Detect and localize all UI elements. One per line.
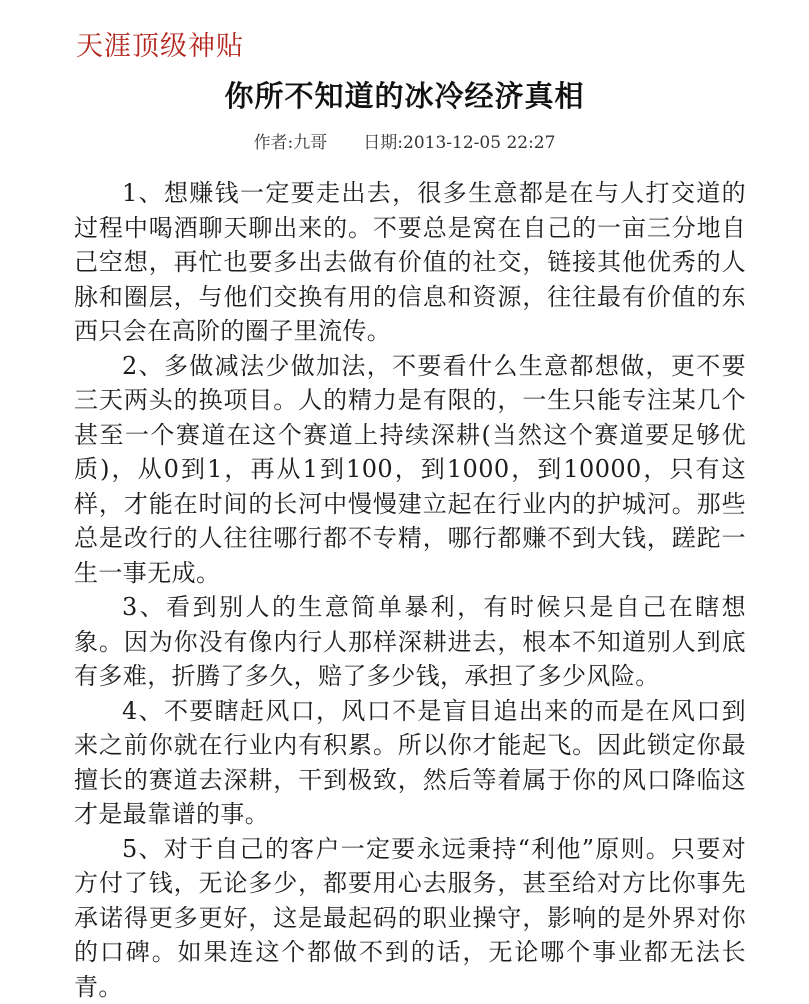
paragraph-3: 3、看到别人的生意简单暴利，有时候只是自己在瞎想象。因为你没有像内行人那样深耕进去，根本不知道别人到底有多难，折腾了多久，赔了多少钱，承担了多少风险。 [74, 590, 746, 694]
paragraph-4: 4、不要瞎赶风口，风口不是盲目追出来的而是在风口到来之前你就在行业内有积累。所以你才能起飞。因此锁定你最擅长的赛道去深耕，干到极致，然后等着属于你的风口降临这才是最靠谱的事。 [74, 694, 746, 832]
article-body [74, 176, 746, 1004]
article-meta [0, 128, 809, 153]
paragraph-1: 1、想赚钱一定要走出去，很多生意都是在与人打交道的过程中喝酒聊天聊出来的。不要总是窝在自己的一亩三分地自己空想，再忙也要多出去做有价值的社交，链接其他优秀的人脉和圈层，与他们交换有用的信息和资源，往往最有价值的东西只会在高阶的圈子里流传。 [74, 176, 746, 349]
date-label: 日期:2013-12-05 22:27 [363, 133, 555, 153]
author-label: 作者:九哥 [254, 133, 328, 153]
paragraph-5: 5、对于自己的客户一定要永远秉持“利他”原则。只要对方付了钱，无论多少，都要用心去服务，甚至给对方比你事先承诺得更多更好，这是最起码的职业操守，影响的是外界对你的口碑。如果连这个都做不到的话，无论哪个事业都无法长青。 [74, 832, 746, 1004]
paragraph-2: 2、多做减法少做加法，不要看什么生意都想做，更不要三天两头的换项目。人的精力是有限的，一生只能专注某几个甚至一个赛道在这个赛道上持续深耕(当然这个赛道要足够优质)，从0到1，再从1到100，到1000，到10000，只有这样，才能在时间的长河中慢慢建立起在行业内的护城河。那些总是改行的人往往哪行都不专精，哪行都赚不到大钱，蹉跎一生一事无成。 [74, 349, 746, 591]
article-title: 你所不知道的冰冷经济真相 [0, 74, 809, 115]
site-brand: 天涯顶级神贴 [76, 24, 244, 63]
